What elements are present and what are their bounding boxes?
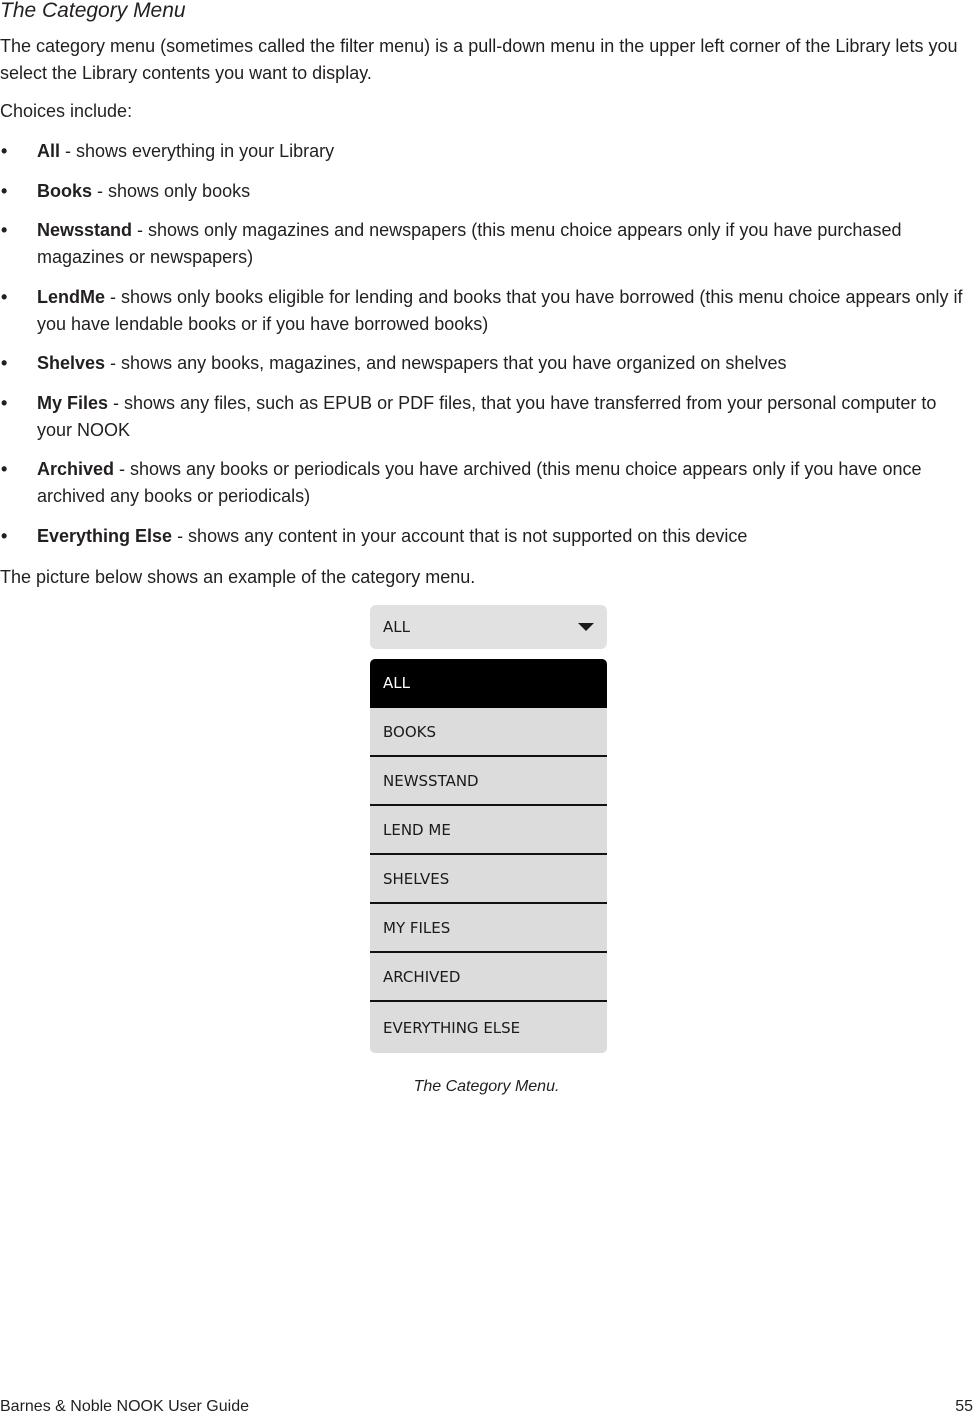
choice-term: LendMe xyxy=(37,286,106,307)
menu-item-newsstand[interactable]: NEWSSTAND xyxy=(370,757,607,806)
list-item xyxy=(0,178,973,205)
bullet-glyph: • xyxy=(1,180,8,201)
choice-desc: - shows any books or periodicals you have archived (this menu choice appears only if you have once archived any books or periodicals) xyxy=(37,459,922,506)
bullet-glyph: • xyxy=(1,459,8,479)
list-item xyxy=(0,523,973,550)
category-menu xyxy=(370,605,607,1053)
footer-guide-title: Barnes & Noble NOOK User Guide xyxy=(0,1398,249,1415)
caret-down-icon xyxy=(578,623,594,631)
choice-term: Shelves xyxy=(37,353,106,373)
choice-term: My Files xyxy=(37,392,109,413)
choice-desc: - shows any files, such as EPUB or PDF files, that you have transferred from your personal computer to your NOOK xyxy=(37,392,937,440)
footer-page-number: 55 xyxy=(955,1398,973,1415)
list-item xyxy=(0,390,973,444)
choice-desc: - shows only books eligible for lending and books that you have borrowed (this menu choice appears only if you have lendable books or if you have borrowed books) xyxy=(37,286,963,334)
bullet-glyph: • xyxy=(1,220,8,240)
choice-desc: - shows everything in your Library xyxy=(60,141,335,161)
choices-intro: Choices include: xyxy=(0,101,133,121)
list-item xyxy=(0,284,973,338)
figure-caption: The Category Menu. xyxy=(413,1078,560,1095)
choice-term: All xyxy=(37,141,61,161)
choice-term: Books xyxy=(37,180,93,201)
picture-intro: The picture below shows an example of the category menu. xyxy=(0,567,476,587)
list-item xyxy=(0,138,973,165)
menu-item-archived[interactable]: ARCHIVED xyxy=(370,953,607,1002)
choices-list xyxy=(0,138,973,562)
choice-desc: - shows only books xyxy=(92,180,251,201)
choice-term: Archived xyxy=(37,459,115,479)
menu-item-lend-me[interactable]: LEND ME xyxy=(370,806,607,855)
list-item xyxy=(0,456,973,510)
choice-desc: - shows only magazines and newspapers (this menu choice appears only if you have purchased magazines or newspapers) xyxy=(37,220,902,267)
choice-desc: - shows any content in your account that is not supported on this device xyxy=(172,525,748,546)
menu-item-books[interactable]: BOOKS xyxy=(370,708,607,757)
bullet-glyph: • xyxy=(1,392,8,413)
bullet-glyph: • xyxy=(1,141,8,161)
category-dropdown[interactable] xyxy=(370,605,607,649)
dropdown-selected-value: ALL xyxy=(383,618,410,636)
category-options-list xyxy=(370,659,607,1053)
choice-desc: - shows any books, magazines, and newspapers that you have organized on shelves xyxy=(105,353,787,373)
menu-item-all[interactable]: ALL xyxy=(370,659,607,708)
bullet-glyph: • xyxy=(1,353,8,373)
menu-item-my-files[interactable]: MY FILES xyxy=(370,904,607,953)
bullet-glyph: • xyxy=(1,525,8,546)
menu-item-everything-else[interactable]: EVERYTHING ELSE xyxy=(383,1018,521,1037)
intro-paragraph: The category menu (sometimes called the filter menu) is a pull-down menu in the upper left corner of the Library lets you select the Library contents you want to display. xyxy=(0,36,958,83)
bullet-glyph: • xyxy=(1,286,8,307)
section-title: The Category Menu xyxy=(0,0,186,22)
list-item xyxy=(0,217,973,271)
choice-term: Everything Else xyxy=(37,525,173,546)
choice-term: Newsstand xyxy=(37,220,133,240)
menu-item-shelves[interactable]: SHELVES xyxy=(370,855,607,904)
list-item xyxy=(0,350,973,377)
